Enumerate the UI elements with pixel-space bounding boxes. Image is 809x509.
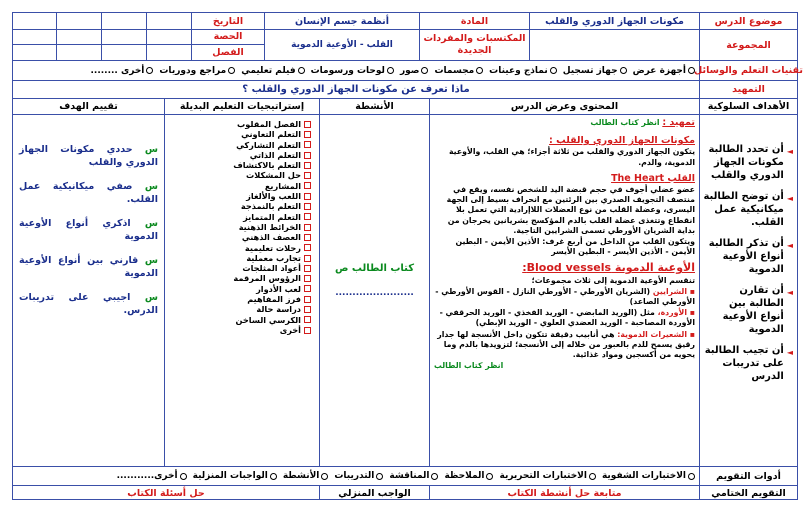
- radio-circle-icon: [321, 473, 328, 480]
- tools-label: تقنيات التعلم والوسائل: [699, 61, 797, 81]
- objective-item: ◄ أن تقارن الطالبة بين أنواع الأوعية الدموية: [722, 285, 793, 335]
- activities-dots: .......................: [335, 288, 414, 298]
- tool-option[interactable]: فيلم تعليمي: [241, 66, 304, 76]
- header-row-1: [13, 13, 797, 30]
- evaluation-question: س صفي ميكانيكية عمل القلب.: [19, 181, 159, 205]
- radio-circle-icon: [270, 473, 277, 480]
- radio-circle-icon: [620, 67, 627, 74]
- strategy-item[interactable]: تجارب معملية: [167, 253, 311, 263]
- assessment-option[interactable]: أخرى...........: [117, 471, 187, 481]
- content-footer: انظر كتاب الطالب: [434, 361, 504, 371]
- date-value-2: [101, 13, 146, 30]
- content-para-1: يتكون الجهاز الدوري والقلب من ثلاثة أجزاء؛ هي القلب، والأوعية الدموية، والدم.: [448, 147, 695, 167]
- homework-label: الواجب المنزلي: [319, 486, 429, 500]
- evaluation-question: س اذكري أنواع الأوعية الدموية: [19, 218, 159, 242]
- objectives-column: [699, 115, 797, 467]
- radio-circle-icon: [431, 473, 438, 480]
- evaluation-question: س قارني بين أنواع الأوعية الدموية: [19, 255, 158, 279]
- checkbox-icon: [304, 213, 311, 220]
- radio-circle-icon: [228, 67, 235, 74]
- objective-item: ◄ أن تذكر الطالبة أنواع الأوعية الدموية: [708, 238, 793, 275]
- lesson-body: [13, 115, 797, 467]
- vocab-value: القلب - الأوعية الدموية: [264, 30, 419, 61]
- radio-circle-icon: [298, 67, 305, 74]
- date-value-4: [13, 13, 56, 30]
- content-heading-3: الأوعية الدموية Blood vessels:: [522, 261, 695, 275]
- intro-value: ماذا تعرف عن مكونات الجهاز الدوري والقلب ؟: [13, 81, 699, 99]
- tool-option[interactable]: جهاز تسجيل: [563, 66, 627, 76]
- content-intro-label: تمهيد :: [662, 117, 695, 128]
- strategy-item[interactable]: التعلم المتمايز: [167, 212, 311, 222]
- tool-option[interactable]: مراجع ودوريات: [159, 66, 235, 76]
- checkbox-icon: [304, 131, 311, 138]
- date-value: [146, 13, 191, 30]
- column-heads-row: [13, 99, 797, 115]
- arrow-left-icon: ◄: [786, 348, 793, 357]
- assessment-option[interactable]: الواجبات المنزلية: [193, 471, 277, 481]
- checkbox-icon: [304, 152, 311, 159]
- tool-option[interactable]: أخرى ........: [90, 66, 153, 76]
- content-para-2: عضو عضلي أجوف في حجم قبضة اليد للشخص نفسه، ويقع في منتصف التجويف الصدري بين الرئتين مع انحراف بسيط إلى الجهة اليسرى، وعضلة القلب من نوع العضلات اللاإرادية التي تعمل بلا انقطاع وتتغذى عضلة القلب بالدم المؤكسج بشريانين يخرجان من بداية الشريان الأورطي تسمى الشرايين التاجية.: [446, 185, 695, 235]
- strategy-item[interactable]: أعواد المثلجات: [167, 263, 311, 273]
- evaluation-question: س حددي مكونات الجهاز الدوري والقلب: [19, 144, 158, 168]
- radio-circle-icon: [180, 473, 187, 480]
- tools-options: [13, 61, 699, 81]
- activities-column: [319, 115, 429, 467]
- checkbox-icon: [304, 275, 311, 282]
- homework-value: حل أسئلة الكتاب: [127, 487, 205, 499]
- content-head: المحتوى وعرض الدرس: [429, 99, 699, 115]
- group-label: المجموعة: [699, 30, 797, 61]
- radio-circle-icon: [688, 473, 695, 480]
- assessment-option[interactable]: الاختبارات التحريرية: [499, 471, 595, 481]
- strategy-item[interactable]: دراسة حالة: [167, 304, 311, 314]
- checkbox-icon: [304, 121, 311, 128]
- radio-circle-icon: [476, 67, 483, 74]
- strategy-item[interactable]: التعلم الذاتي: [167, 150, 311, 160]
- date-label: التاريخ: [191, 13, 264, 30]
- checkbox-icon: [304, 182, 311, 189]
- strategy-item[interactable]: الرؤوس المرقمة: [167, 273, 311, 283]
- period-class-grid: [13, 30, 191, 61]
- tool-option[interactable]: لوحات ورسومات: [311, 66, 394, 76]
- header-row-2: [13, 30, 797, 61]
- radio-circle-icon: [589, 473, 596, 480]
- tool-option[interactable]: صور: [400, 66, 429, 76]
- arrow-left-icon: ◄: [786, 194, 793, 203]
- radio-circle-icon: [486, 473, 493, 480]
- checkbox-icon: [304, 255, 311, 262]
- strategy-item[interactable]: التعلم التشاركي: [167, 140, 311, 150]
- content-item-1: ▪ الشرايين (الشريان الأورطي - الأورطي النازل - القوس الأورطي - الأورطي الصاعد): [435, 286, 695, 307]
- strategy-item[interactable]: اللعب والألغاز: [167, 191, 311, 201]
- strategy-item[interactable]: التعلم بالنمذجة: [167, 201, 311, 211]
- lesson-topic-value: مكونات الجهاز الدوري والقلب: [529, 13, 699, 30]
- strategy-item[interactable]: حل المشكلات: [167, 170, 311, 180]
- radio-circle-icon: [421, 67, 428, 74]
- checkbox-icon: [304, 296, 311, 303]
- strategy-item[interactable]: المشاريع: [167, 181, 311, 191]
- assessment-tools-label: أدوات التقويم: [699, 467, 797, 486]
- period-cells: [13, 30, 191, 45]
- content-item-2: ▪ الأوردة، مثل (الوريد المابضي - الوريد الفخذي - الوريد الحرقفي - الأوردة المصاحبة - الوريد العضدي العلوي - الوريد الإبطي): [439, 308, 695, 328]
- intro-row: [13, 81, 797, 99]
- period-class-labels: [191, 30, 264, 61]
- class-label: الفصل: [212, 47, 244, 58]
- lesson-topic-label: موضوع الدرس: [699, 13, 797, 30]
- checkbox-icon: [304, 234, 311, 241]
- evaluation-column: [13, 115, 164, 467]
- checkbox-icon: [304, 141, 311, 148]
- content-heading-2: القلب The Heart: [611, 172, 695, 184]
- arrow-left-icon: ◄: [786, 288, 793, 297]
- tools-row: [13, 61, 803, 81]
- assessment-option[interactable]: الملاحظة: [444, 471, 493, 481]
- content-heading-1: مكونات الجهاز الدوري والقلب :: [549, 135, 695, 147]
- subject-value: أنظمة جسم الإنسان: [264, 13, 419, 30]
- final-row: [13, 486, 797, 500]
- strategy-item[interactable]: لعب الأدوار: [167, 284, 311, 294]
- content-column: [429, 115, 699, 467]
- checkbox-icon: [304, 316, 311, 323]
- strategy-item[interactable]: الخرائط الذهنية: [167, 222, 311, 232]
- strategy-item[interactable]: العصف الذهني: [167, 232, 311, 242]
- intro-label: التمهيد: [699, 81, 797, 99]
- subject-label: المادة: [419, 13, 529, 30]
- assessment-tools-options: [13, 467, 699, 486]
- evaluation-question: س اجيبي على تدريبات الدرس.: [19, 292, 158, 316]
- objective-item: ◄ أن تحدد الطالبة مكونات الجهاز الدوري والقلب: [708, 144, 793, 181]
- arrow-left-icon: ◄: [786, 147, 793, 156]
- strategy-item[interactable]: التعلم التعاوني: [167, 129, 311, 139]
- strategies-column: [164, 115, 319, 467]
- checkbox-icon: [304, 193, 311, 200]
- lesson-plan-sheet: [12, 12, 803, 500]
- content-item-3: ▪ الشعيرات الدموية: هي أنابيب دقيقة تتكون داخل الأنسجة لها جدار رقيق يسمح للدم بالعبور من خلاله إلى الأنسجة؛ لتزويدها بالدم وما يحويه من أكسجين ومواد غذائية.: [437, 329, 695, 360]
- activities-text: كتاب الطالب ص: [334, 263, 415, 274]
- checkbox-icon: [304, 327, 311, 334]
- checkbox-icon: [304, 203, 311, 210]
- strategy-item[interactable]: الفصل المقلوب: [167, 119, 311, 129]
- content-para-4: تنقسم الأوعية الدموية إلى ثلاث مجموعات؛: [531, 275, 695, 285]
- checkbox-icon: [304, 285, 311, 292]
- objectives-head: الأهداف السلوكية: [699, 99, 797, 115]
- assessment-option[interactable]: الاختبارات الشفوية: [602, 471, 695, 481]
- radio-circle-icon: [387, 67, 394, 74]
- class-cells: [13, 45, 191, 60]
- checkbox-icon: [304, 306, 311, 313]
- radio-circle-icon: [688, 67, 695, 74]
- content-intro-text: انظر كتاب الطالب: [590, 118, 660, 127]
- tool-option[interactable]: نماذج وعينات: [489, 66, 557, 76]
- strategy-item[interactable]: أخرى: [167, 325, 311, 335]
- strategy-item[interactable]: فرز المفاهيم: [167, 294, 311, 304]
- strategy-item[interactable]: التعلم بالاكتشاف: [167, 160, 311, 170]
- evaluation-head: تقييم الهدف: [13, 99, 164, 115]
- activities-head: الأنشطة: [319, 99, 429, 115]
- assessment-tools-row: [13, 467, 797, 486]
- tool-option[interactable]: أجهزة عرض: [633, 66, 695, 76]
- final-value: متابعة حل أنشطة الكتاب: [429, 486, 699, 500]
- assessment-option[interactable]: الأنشطة: [283, 471, 329, 481]
- checkbox-icon: [304, 172, 311, 179]
- objective-item: ◄ أن توضح الطالبة ميكانيكية عمل القلب.: [703, 191, 793, 228]
- assessment-option[interactable]: المناقشة: [389, 471, 438, 481]
- period-label: الحصة: [192, 30, 264, 45]
- assessment-option[interactable]: التدريبات: [334, 471, 383, 481]
- group-value: [529, 30, 699, 61]
- checkbox-icon: [304, 265, 311, 272]
- tool-option[interactable]: مجسمات: [434, 66, 483, 76]
- checkbox-icon: [304, 224, 311, 231]
- checkbox-icon: [304, 244, 311, 251]
- checkbox-icon: [304, 162, 311, 169]
- date-value-3: [56, 13, 101, 30]
- strategies-head: إستراتيجيات التعليم البديلة: [164, 99, 319, 115]
- objective-item: ◄ أن تجيب الطالبة على تدريبات الدرس: [704, 345, 793, 382]
- radio-circle-icon: [146, 67, 153, 74]
- content-para-3: ويتكون القلب من الداخل من أربع غرف: الأذين الأيمن - البطين الأيمن - الأذين الأيسر - البطين الأيسر: [455, 237, 695, 257]
- final-label: التقويم الختامي: [699, 486, 797, 500]
- radio-circle-icon: [550, 67, 557, 74]
- arrow-left-icon: ◄: [786, 241, 793, 250]
- vocab-label: المكتسبات والمفردات الجديدة: [419, 30, 529, 61]
- strategy-item[interactable]: الكرسي الساخن: [167, 315, 311, 325]
- strategy-item[interactable]: رحلات تعليمية: [167, 243, 311, 253]
- radio-circle-icon: [376, 473, 383, 480]
